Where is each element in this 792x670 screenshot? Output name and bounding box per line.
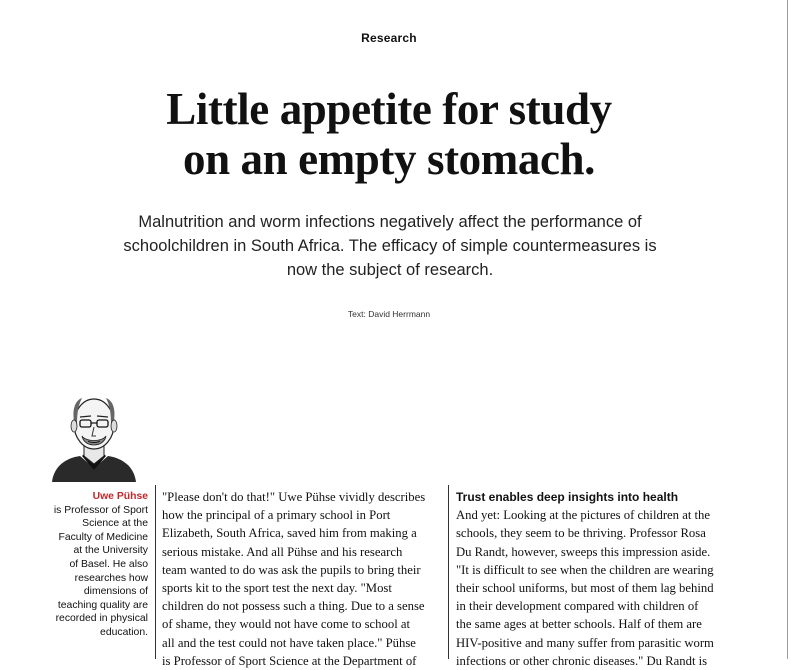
body-line: "It is difficult to see when the children are wearing — [456, 562, 714, 577]
body-line: the same ages at better schools. Half of them are — [456, 617, 702, 632]
body-line: of shame, they would not have come to school at — [162, 617, 411, 632]
body-line: in their development compared with children of — [456, 599, 699, 614]
column-rule-left — [155, 485, 156, 659]
bio-line: of Basel. He also — [69, 558, 148, 570]
headline-line-1: Little appetite for study — [166, 84, 612, 134]
body-line: sports kit to the sport test the next day. "Most — [162, 581, 392, 596]
bio-line: at the University — [73, 545, 148, 557]
body-line: children do not possess such a thing. Due to a sense — [162, 599, 425, 614]
body-line: all and the test could not have taken place." Pühse — [162, 635, 416, 650]
body-line: HIV-positive and many suffer from parasitic worm — [456, 635, 714, 650]
bio-line: Faculty of Medicine — [58, 531, 148, 543]
body-line: Elizabeth, South Africa, saved him from making a — [162, 526, 417, 541]
bio-line: recorded in physical — [55, 613, 148, 625]
author-name: Uwe Pühse — [92, 491, 148, 502]
bio-line: is Professor of Sport — [53, 504, 148, 516]
headline-line-2: on an empty stomach. — [182, 134, 595, 184]
body-line: "Please don't do that!" Uwe Pühse vividly describes — [162, 490, 426, 504]
body-line: how the principal of a primary school in Port — [162, 508, 391, 523]
body-line: schools, they seem to be thriving. Professor Rosa — [456, 526, 706, 541]
lede-line-1: Malnutrition and worm infections negatively affect the performance of — [138, 213, 642, 231]
byline: Text: David Herrmann — [347, 309, 431, 319]
article-headline — [0, 84, 778, 184]
body-column-2 — [456, 488, 756, 670]
author-portrait — [46, 386, 142, 482]
column-rule-middle — [448, 485, 449, 659]
body-line: their school uniforms, but most of them lag behind — [456, 581, 714, 596]
bio-line: education. — [100, 626, 148, 638]
lede-line-2: schoolchildren in South Africa. The efficacy of simple countermeasures is — [123, 237, 657, 255]
page-edge-rule — [787, 0, 788, 659]
author-bio — [42, 490, 148, 640]
body-line: infections or other chronic diseases." Du Randt is — [456, 653, 708, 668]
bio-line: researches how — [74, 572, 148, 584]
body-line: is Professor of Sport Science at the Department of — [162, 653, 417, 668]
article-lede — [70, 210, 710, 282]
body-line: Du Randt, however, sweeps this impression aside. — [456, 544, 711, 559]
body-line: And yet: Looking at the pictures of children at the — [456, 508, 711, 523]
body-line: serious mistake. And all Pühse and his research — [162, 544, 403, 559]
bio-line: dimensions of — [83, 586, 148, 598]
lede-line-3: now the subject of research. — [286, 261, 494, 279]
column-subhead: Trust enables deep insights into health — [456, 490, 679, 504]
body-column-1 — [162, 488, 444, 670]
bio-line: teaching quality are — [57, 599, 148, 611]
bio-line: Science at the — [82, 518, 148, 530]
body-line: team wanted to do was ask the pupils to bring their — [162, 562, 421, 577]
section-label: Research — [361, 31, 417, 45]
